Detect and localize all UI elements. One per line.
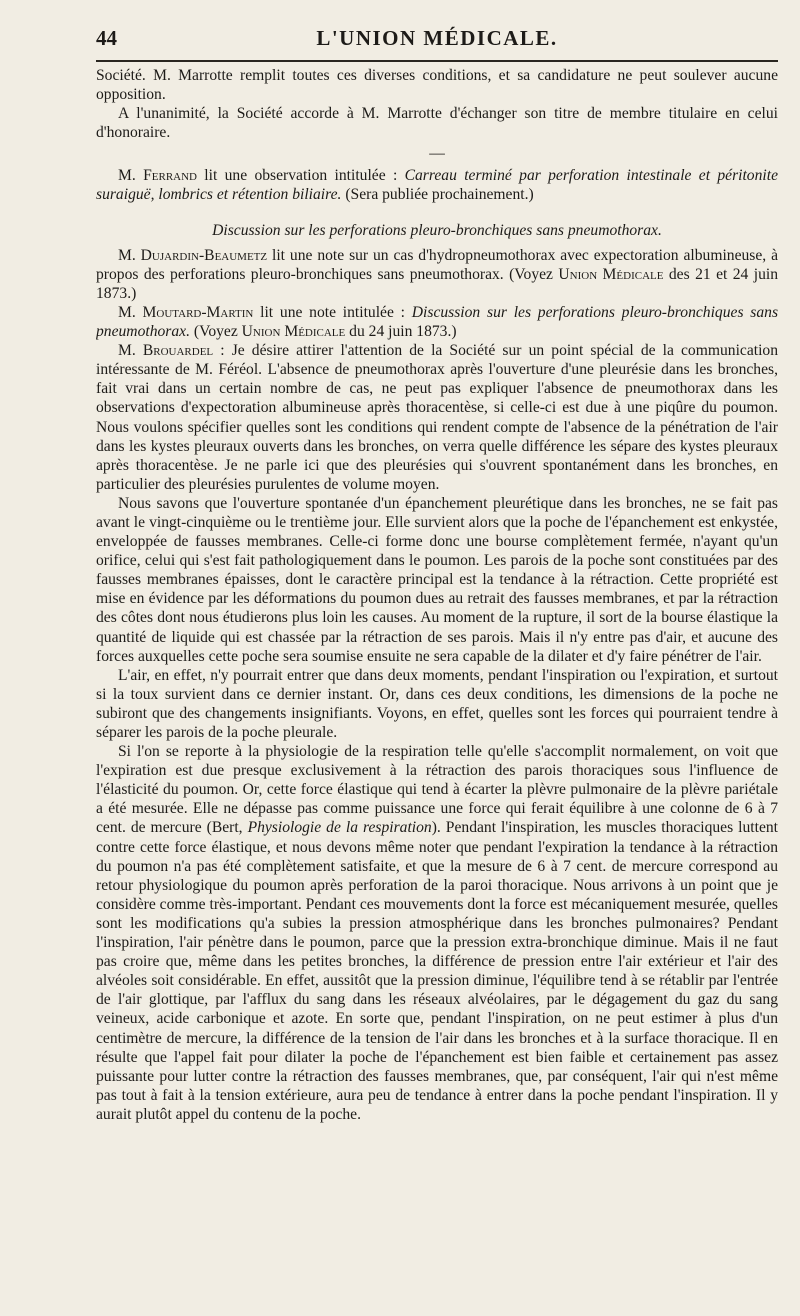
paragraph-text: lit une observation intitulée : [196, 167, 405, 185]
paragraph-text: des 21 et 24 juin 1873.) [96, 265, 778, 302]
speaker-name: M. Moutard-Martin [118, 303, 254, 321]
section-title: Discussion sur les perforations pleuro-bronchiques sans pneumothorax. [212, 221, 662, 239]
paragraph-moutard-martin [96, 303, 778, 341]
paragraph-ferrand [96, 166, 778, 204]
speaker-name: M. Dujardin-Beaumetz [118, 246, 268, 264]
paragraph-text: du 24 juin 1873.) [345, 323, 457, 341]
paragraph-text: ). Pendant l'inspiration, les muscles thoraciques luttent contre cette force élastique, et nous devons même noter que pendant l'expiration la tendance à la rétraction du poumon n'a pas été complètement satisfaite, et que la mesure de 6 à 7 cent. de mercure correspond au retour physiologique du poumon après perforation de la paroi thoracique. Nous arrivons à un point que je considère comme très-important. Pendant ces mouvements dont la force est mécaniquement mesurée, quelles sont les modifications qu'a subies la pression atmosphérique dans les bronches pulmonaires? Pendant l'inspiration, l'air pénètre dans le poumon, parce que la pression extra-bronchique diminue. Mais il ne faut pas croire que, même dans les petites bronches, la différence de pression entre l'air extérieur et l'air des alvéoles soit considérable. En effet, aussitôt que la pression diminue, l'équilibre tend à se rétablir par l'entrée de l'air glottique, par l'afflux du sang dans les réseaux alvéolaires, par le dégagement du gaz du sang veineux, acide carbonique et azote. En sorte que, pendant l'inspiration, on ne peut estimer à plus d'un centimètre de mercure, la différence de la tension de l'air dans les bronches et à la surface thoracique. Il en résulte que l'appel fait pour dilater la poche de l'épanchement est bien faible et certainement pas assez puissante pour lutter contre la rétraction des fausses membranes, que, par conséquent, l'air qui n'est même pas tout à fait à la tension extérieure, aura peu de tendance à entrer dans la poche pendant l'inspiration. Il y aurait plutôt appel du contenu de la poche. [96, 819, 778, 1123]
observation-title: Carreau terminé par perforation intestinale et péritonite suraiguë, lombrics et rétention biliaire. [96, 167, 778, 204]
cited-work-title: Physiologie de la respiration [247, 819, 432, 837]
separator-dash: — [429, 145, 445, 163]
page-body [96, 66, 778, 1298]
paragraph-physiologie-respiration [96, 742, 778, 1124]
paragraph-text: lit une note intitulée : [253, 303, 412, 321]
paragraph-text: : Je désire attirer l'attention de la Société sur un point spécial de la communication intéressante de M. Féréol. L'absence de pneumothorax après l'ouverture d'une pleurésie dans les bronches, fait vrai dans un certain nombre de cas, ne peut pas expliquer l'absence de pneumothorax dans les observations d'expectoration albumineuse après thoracentèse, si celle-ci est due à une piqûre du poumon. Nous voulons spécifier quelles sont les conditions qui rendent compte de l'absence de la pénétration de l'air dans les kystes pleuraux ouverts dans les bronches, on verra quelle différence les sépare des kystes pleuraux après thoracentèse. Je ne parle ici que des pleurésies qui s'ouvrent spontanément dans les bronches, en particulier des pleurésies purulentes de volume moyen. [96, 342, 778, 493]
running-head: L'UNION MÉDICALE. [316, 26, 558, 50]
speaker-name: M. Ferrand [118, 167, 197, 185]
page-number: 44 [96, 26, 117, 50]
note-title: Discussion sur les perforations pleuro-bronchiques sans pneumothorax. [96, 303, 778, 341]
paragraph-air-entree: L'air, en effet, n'y pourrait entrer que dans deux moments, pendant l'inspiration ou l'expiration, et surtout si la toux survient dans ce dernier instant. Or, dans ces deux conditions, les dimensions de la poche ne subiront que des changements insignifiants. Voyons, en effet, quelles sont les forces qui pourraient tendre à séparer les parois de la poche pleurale. [96, 666, 778, 741]
speaker-name: M. Brouardel [118, 342, 214, 360]
journal-name: Union Médicale [558, 265, 664, 283]
paragraph-ouverture-spontanee: Nous savons que l'ouverture spontanée d'un épanchement pleurétique dans les bronches, ne se fait pas avant le vingt-cinquième ou le trentième jour. Elle survient alors que la poche de l'épanchement est enkystée, enveloppée de fausses membranes. Celle-ci forme donc une bourse complètement fermée, n'ayant qu'un orifice, celui qui s'est fait pathologiquement dans le poumon. Les parois de la poche sont constituées par des fausses membranes épaisses, dont le caractère principal est la tendance à la rétraction. Cette propriété est mise en évidence par les déformations du poumon dues au retrait des fausses membranes, et par la rétraction des côtes dont nous étudierons plus loin les causes. Au moment de la rupture, il sort de la bourse élastique la quantité de liquide qui est chassée par la rétraction de ses parois. Mais il n'y entre pas d'air, et aucune des forces auxquelles cette poche sera soumise ensuite ne sera capable de la dilater et d'y faire pénétrer de l'air. [96, 494, 778, 665]
journal-name: Union Médicale [241, 323, 346, 341]
page-header [96, 24, 778, 56]
paragraph-unanimite: A l'unanimité, la Société accorde à M. Marrotte d'échanger son titre de membre titulaire en celui d'honoraire. [96, 105, 778, 142]
paragraph-dujardin-beaumetz [96, 246, 778, 303]
paragraph-text: (Voyez [189, 323, 242, 341]
paragraph-text: (Sera publiée prochainement.) [341, 186, 534, 204]
paragraph-candidature: Société. M. Marrotte remplit toutes ces diverses conditions, et sa candidature ne peut soulever aucune opposition. [96, 67, 778, 104]
paragraph-text: lit une note sur un cas d'hydropneumothorax avec expectoration albumineuse, à propos des perforations pleuro-bronchiques sans pneumothorax. (Voyez [96, 246, 778, 283]
paragraph-brouardel [96, 341, 778, 494]
paragraph-text: Si l'on se reporte à la physiologie de la respiration telle qu'elle s'accomplit normalement, on voit que l'expiration est due presque exclusivement à la rétraction des parois thoraciques sous l'influence de l'élasticité du poumon. Or, cette force élastique qui tend à écarter la plèvre pulmonaire de la plèvre pariétale a été mesurée. Elle ne dépasse pas comme puissance une force qui ferait équilibre à une colonne de 6 à 7 cent. de mercure (Bert, [96, 743, 778, 837]
header-rule [96, 60, 778, 62]
